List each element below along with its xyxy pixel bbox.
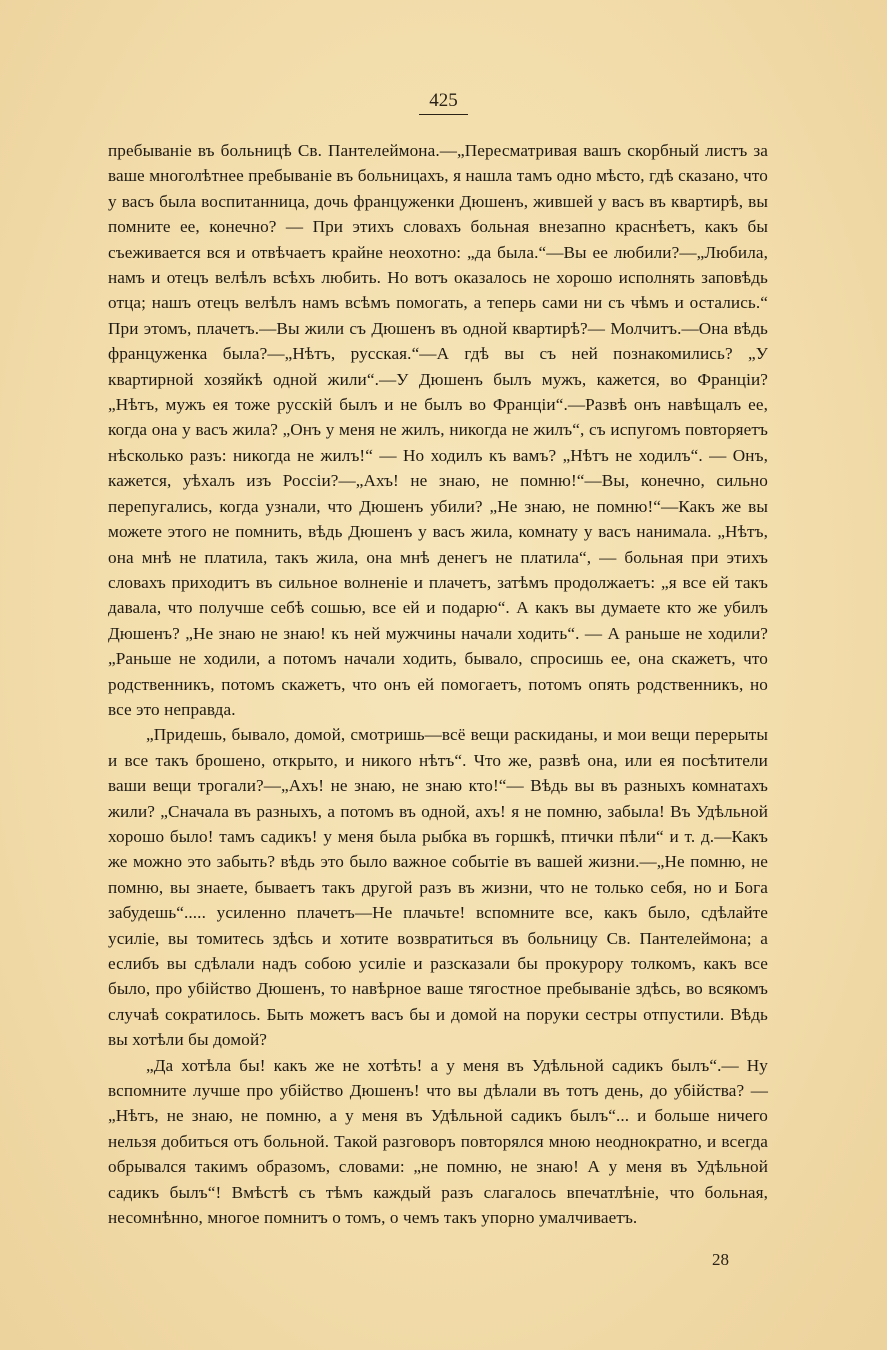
page-number-value: 425 — [419, 90, 468, 115]
paragraph: „Да хотѣла бы! какъ же не хотѣть! а у меня въ Удѣльной садикъ былъ“.— Ну вспомните лучше про убійство Дюшенъ! что вы дѣлали въ тотъ день, до убійства? — „Нѣтъ, не знаю, не помню, а у меня въ Удѣльной садикъ былъ“... и больше ничего нельзя добиться отъ больной. Такой разговоръ повторялся мною неоднократно, и всегда обрывался такимъ образомъ, словами: „не помню, не знаю! А у меня въ Удѣльной садикъ былъ“! Вмѣстѣ съ тѣмъ каждый разъ слагалось впечатлѣніе, что больная, несомнѣнно, многое помнитъ о томъ, о чемъ такъ упорно умалчиваетъ. — [108, 1055, 768, 1228]
body-text — [108, 138, 768, 1230]
paragraph-continuation: пребываніе въ больницѣ Св. Пантелеймона.—„Пересматривая вашъ скорбный листъ за ваше многолѣтнее пребываніе въ больницахъ, я нашла тамъ одно мѣсто, гдѣ сказано, что у васъ была воспитанница, дочь француженки Дюшенъ, жившей у васъ въ квартирѣ, вы помните ее, конечно? — При этихъ словахъ больная внезапно краснѣетъ, какъ бы съеживается вся и отвѣчаетъ крайне неохотно: „да была.“—Вы ее любили?—„Любила, намъ и отецъ велѣлъ всѣхъ любить. Но вотъ оказалось не хорошо исполнять заповѣдь отца; нашъ отецъ велѣлъ намъ всѣмъ помогать, а теперь сами ни съ чѣмъ и остались.“ При этомъ, плачетъ.—Вы жили съ Дюшенъ въ одной квартирѣ?— Молчитъ.—Она вѣдь француженка была?—„Нѣтъ, русская.“—А гдѣ вы съ ней познакомились? „У квартирной хозяйкѣ одной жили“.—У Дюшенъ былъ мужъ, кажется, во Франціи? „Нѣтъ, мужъ ея тоже русскій былъ и не былъ во Франціи“.—Развѣ онъ навѣщалъ ее, когда она у васъ жила? „Онъ у меня не жилъ, никогда не жилъ“, съ испугомъ повторяетъ нѣсколько разъ: никогда не жилъ!“ — Но ходилъ къ вамъ? „Нѣтъ не ходилъ“. — Онъ, кажется, уѣхалъ изъ Россіи?—„Ахъ! не знаю, не помню!“—Вы, конечно, сильно перепугались, когда узнали, что Дюшенъ убили? „Не знаю, не помню!“—Какъ же вы можете этого не помнить, вѣдь Дюшенъ у васъ жила, комнату у васъ нанимала. „Нѣтъ, она мнѣ не платила, такъ жила, она мнѣ денегъ не платила“, — больная при этихъ словахъ приходитъ въ сильное волненіе и плачетъ, затѣмъ продолжаетъ: „я все ей такъ давала, что получше себѣ сошью, все ей и подарю“. А какъ вы думаете кто же убилъ Дюшенъ? „Не знаю не знаю! къ ней мужчины начали ходить“. — А раньше не ходили? „Раньше не ходили, а потомъ начали ходить, бывало, спросишь ее, она скажетъ, что родственникъ, потомъ скажетъ, что онъ ей помогаетъ, потомъ опять родственникъ, но все это неправда. — [108, 141, 768, 719]
signature-mark: 28 — [712, 1250, 729, 1269]
page-number — [0, 90, 887, 115]
paragraph: „Придешь, бывало, домой, смотришь—всё вещи раскиданы, и мои вещи перерыты и все такъ брошено, открыто, и никого нѣтъ“. Что же, развѣ она, или ея посѣтители ваши вещи трогали?—„Ахъ! не знаю, не знаю кто!“— Вѣдь вы въ разныхъ комнатахъ жили? „Сначала въ разныхъ, а потомъ въ одной, ахъ! я не помню, забыла! Въ Удѣльной хорошо было! тамъ садикъ! у меня была рыбка въ горшкѣ, птички пѣли“ и т. д.—Какъ же можно это забыть? вѣдь это было важное событіе въ вашей жизни.—„Не помню, не помню, вы знаете, бываетъ такъ другой разъ въ жизни, что не только себя, но и Бога забудешь“..... усиленно плачетъ—Не плачьте! вспомните все, какъ было, сдѣлайте усиліе, вы томитесь здѣсь и хотите возвратиться въ больницу Св. Пантелеймона; а еслибъ вы сдѣлали надъ собою усиліе и разсказали бы прокурору толкомъ, какъ все было, про убійство Дюшенъ, то навѣрное ваше тягостное пребываніе здѣсь, во всякомъ случаѣ сократилось. Быть можетъ васъ бы и домой на поруки сестры отпустили. Вѣдь вы хотѣли бы домой? — [108, 725, 768, 1050]
